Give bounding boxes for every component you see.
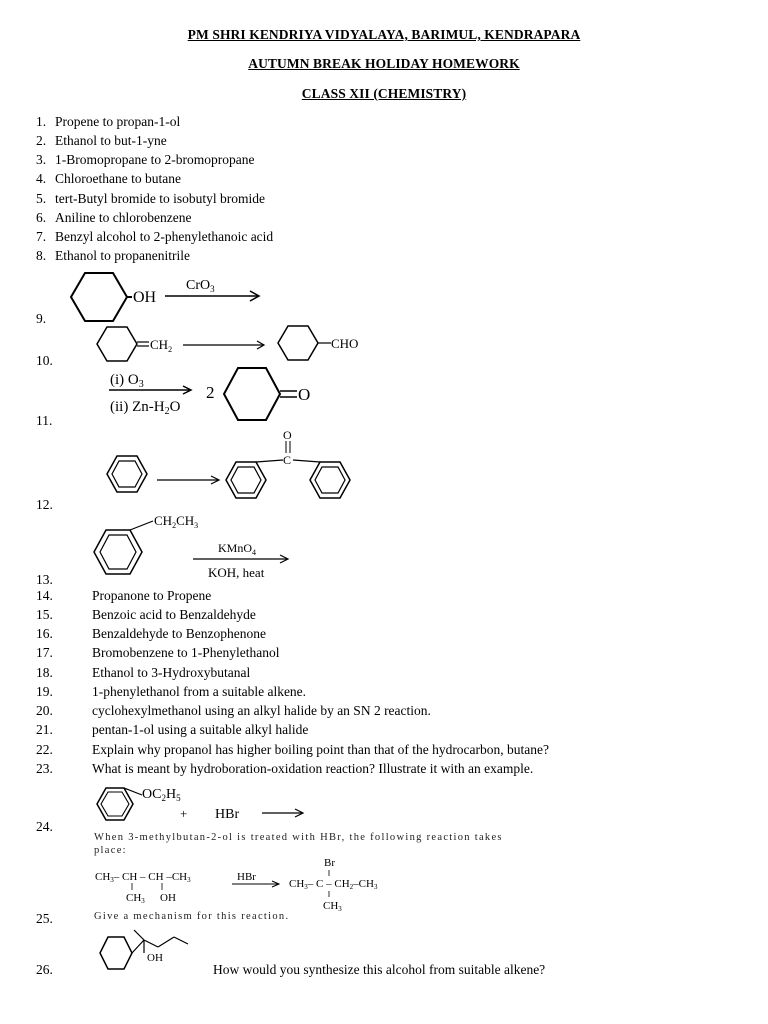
hydroxyl-label: OH bbox=[133, 289, 157, 306]
question-number: 14. bbox=[36, 588, 53, 603]
reactant-chain: CH3– CH – CH –CH3 bbox=[95, 871, 191, 884]
question-number: 16. bbox=[36, 626, 53, 641]
question-number: 5. bbox=[36, 191, 47, 206]
question-number: 25. bbox=[36, 911, 53, 926]
hbr-label: HBr bbox=[215, 807, 240, 822]
question-text: Benzaldehyde to Benzophenone bbox=[92, 626, 266, 641]
question-number: 12. bbox=[36, 497, 53, 512]
question-text: How would you synthesize this alcohol from suitable alkene? bbox=[213, 962, 546, 977]
product-chain: CH3– C – CH2–CH3 bbox=[289, 878, 378, 891]
question-text: Benzoic acid to Benzaldehyde bbox=[92, 607, 256, 622]
question-number: 18. bbox=[36, 665, 53, 680]
reagent-label: HBr bbox=[237, 871, 256, 883]
question-text: Aniline to chlorobenzene bbox=[55, 210, 192, 225]
question-text: Propene to propan-1-ol bbox=[55, 114, 181, 129]
question-text: What is meant by hydroboration-oxidation reaction? Illustrate it with an example. bbox=[92, 761, 534, 776]
q25-question: Give a mechanism for this reaction. bbox=[94, 911, 290, 922]
methylene-label: $CH_2$ bbox=[150, 337, 173, 354]
question-number: 4. bbox=[36, 171, 47, 186]
question-number: 20. bbox=[36, 703, 53, 718]
carbonyl-oxygen-label: O bbox=[283, 428, 292, 442]
aldehyde-label: CHO bbox=[331, 336, 359, 351]
class-title: CLASS XII (CHEMISTRY) bbox=[301, 86, 467, 101]
question-text: Chloroethane to butane bbox=[55, 171, 181, 186]
question-text: pentan-1-ol using a suitable alkyl halide bbox=[92, 722, 309, 737]
reagent-label: CrO$_3$ bbox=[186, 278, 215, 294]
question-number: 23. bbox=[36, 761, 53, 776]
question-text: tert-Butyl bromide to isobutyl bromide bbox=[55, 191, 265, 206]
question-number: 13. bbox=[36, 572, 53, 587]
stoichiometric-coefficient: 2 bbox=[206, 383, 215, 402]
ethyl-label: $CH_2CH_3$ bbox=[154, 513, 199, 530]
q25-intro: When 3-methylbutan-2-ol is treated with HBr, the following reaction takes bbox=[94, 832, 503, 843]
question-number: 9. bbox=[36, 311, 47, 326]
question-text: Ethanol to but-1-yne bbox=[55, 133, 167, 148]
q25-intro-cont: place: bbox=[94, 845, 127, 856]
question-text: Ethanol to propanenitrile bbox=[55, 248, 190, 263]
question-number: 26. bbox=[36, 962, 53, 977]
question-number: 10. bbox=[36, 353, 53, 368]
question-number: 24. bbox=[36, 819, 53, 834]
oxygen-label: O bbox=[298, 385, 311, 404]
carbonyl-carbon-label: C bbox=[283, 453, 292, 467]
reagent-step2: (ii) $Zn-H_2O$ bbox=[110, 399, 181, 417]
question-text: 1-Bromopropane to 2-bromopropane bbox=[55, 152, 255, 167]
question-text: Propanone to Propene bbox=[92, 588, 212, 603]
hydroxyl-label: OH bbox=[147, 952, 163, 964]
question-text: cyclohexylmethanol using an alkyl halide by an SN 2 reaction. bbox=[92, 703, 431, 718]
question-text: Ethanol to 3-Hydroxybutanal bbox=[92, 665, 251, 680]
question-text: Benzyl alcohol to 2-phenylethanoic acid bbox=[55, 229, 274, 244]
reactant-hydroxyl: OH bbox=[160, 892, 176, 904]
question-number: 19. bbox=[36, 684, 53, 699]
question-number: 1. bbox=[36, 114, 47, 129]
question-number: 17. bbox=[36, 645, 53, 660]
question-number: 11. bbox=[36, 413, 53, 428]
question-number: 21. bbox=[36, 722, 53, 737]
question-number: 7. bbox=[36, 229, 47, 244]
question-number: 15. bbox=[36, 607, 53, 622]
plus-sign: + bbox=[180, 806, 188, 821]
question-text: Bromobenzene to 1-Phenylethanol bbox=[92, 645, 280, 660]
question-text: Explain why propanol has higher boiling point than that of the hydrocarbon, butane? bbox=[92, 742, 550, 757]
cyclohexane-ring bbox=[100, 937, 132, 969]
reactant-methyl: CH3 bbox=[126, 892, 145, 905]
ethoxy-label: $OC_2H_5$ bbox=[142, 787, 181, 803]
reagent-bottom: KOH, heat bbox=[208, 565, 265, 580]
question-number: 6. bbox=[36, 210, 47, 225]
reagent-step1: (i) $O_3$ bbox=[110, 372, 144, 390]
reagent-top: KMnO$_4$ bbox=[218, 541, 257, 557]
school-name: PM SHRI KENDRIYA VIDYALAYA, BARIMUL, KENDRAPARA bbox=[187, 27, 581, 42]
homework-title: AUTUMN BREAK HOLIDAY HOMEWORK bbox=[248, 56, 520, 71]
question-number: 2. bbox=[36, 133, 47, 148]
question-text: 1-phenylethanol from a suitable alkene. bbox=[92, 684, 307, 699]
question-number: 3. bbox=[36, 152, 47, 167]
product-bromo: Br bbox=[324, 857, 335, 869]
question-number: 8. bbox=[36, 248, 47, 263]
question-number: 22. bbox=[36, 742, 53, 757]
product-methyl: CH3 bbox=[323, 900, 342, 913]
